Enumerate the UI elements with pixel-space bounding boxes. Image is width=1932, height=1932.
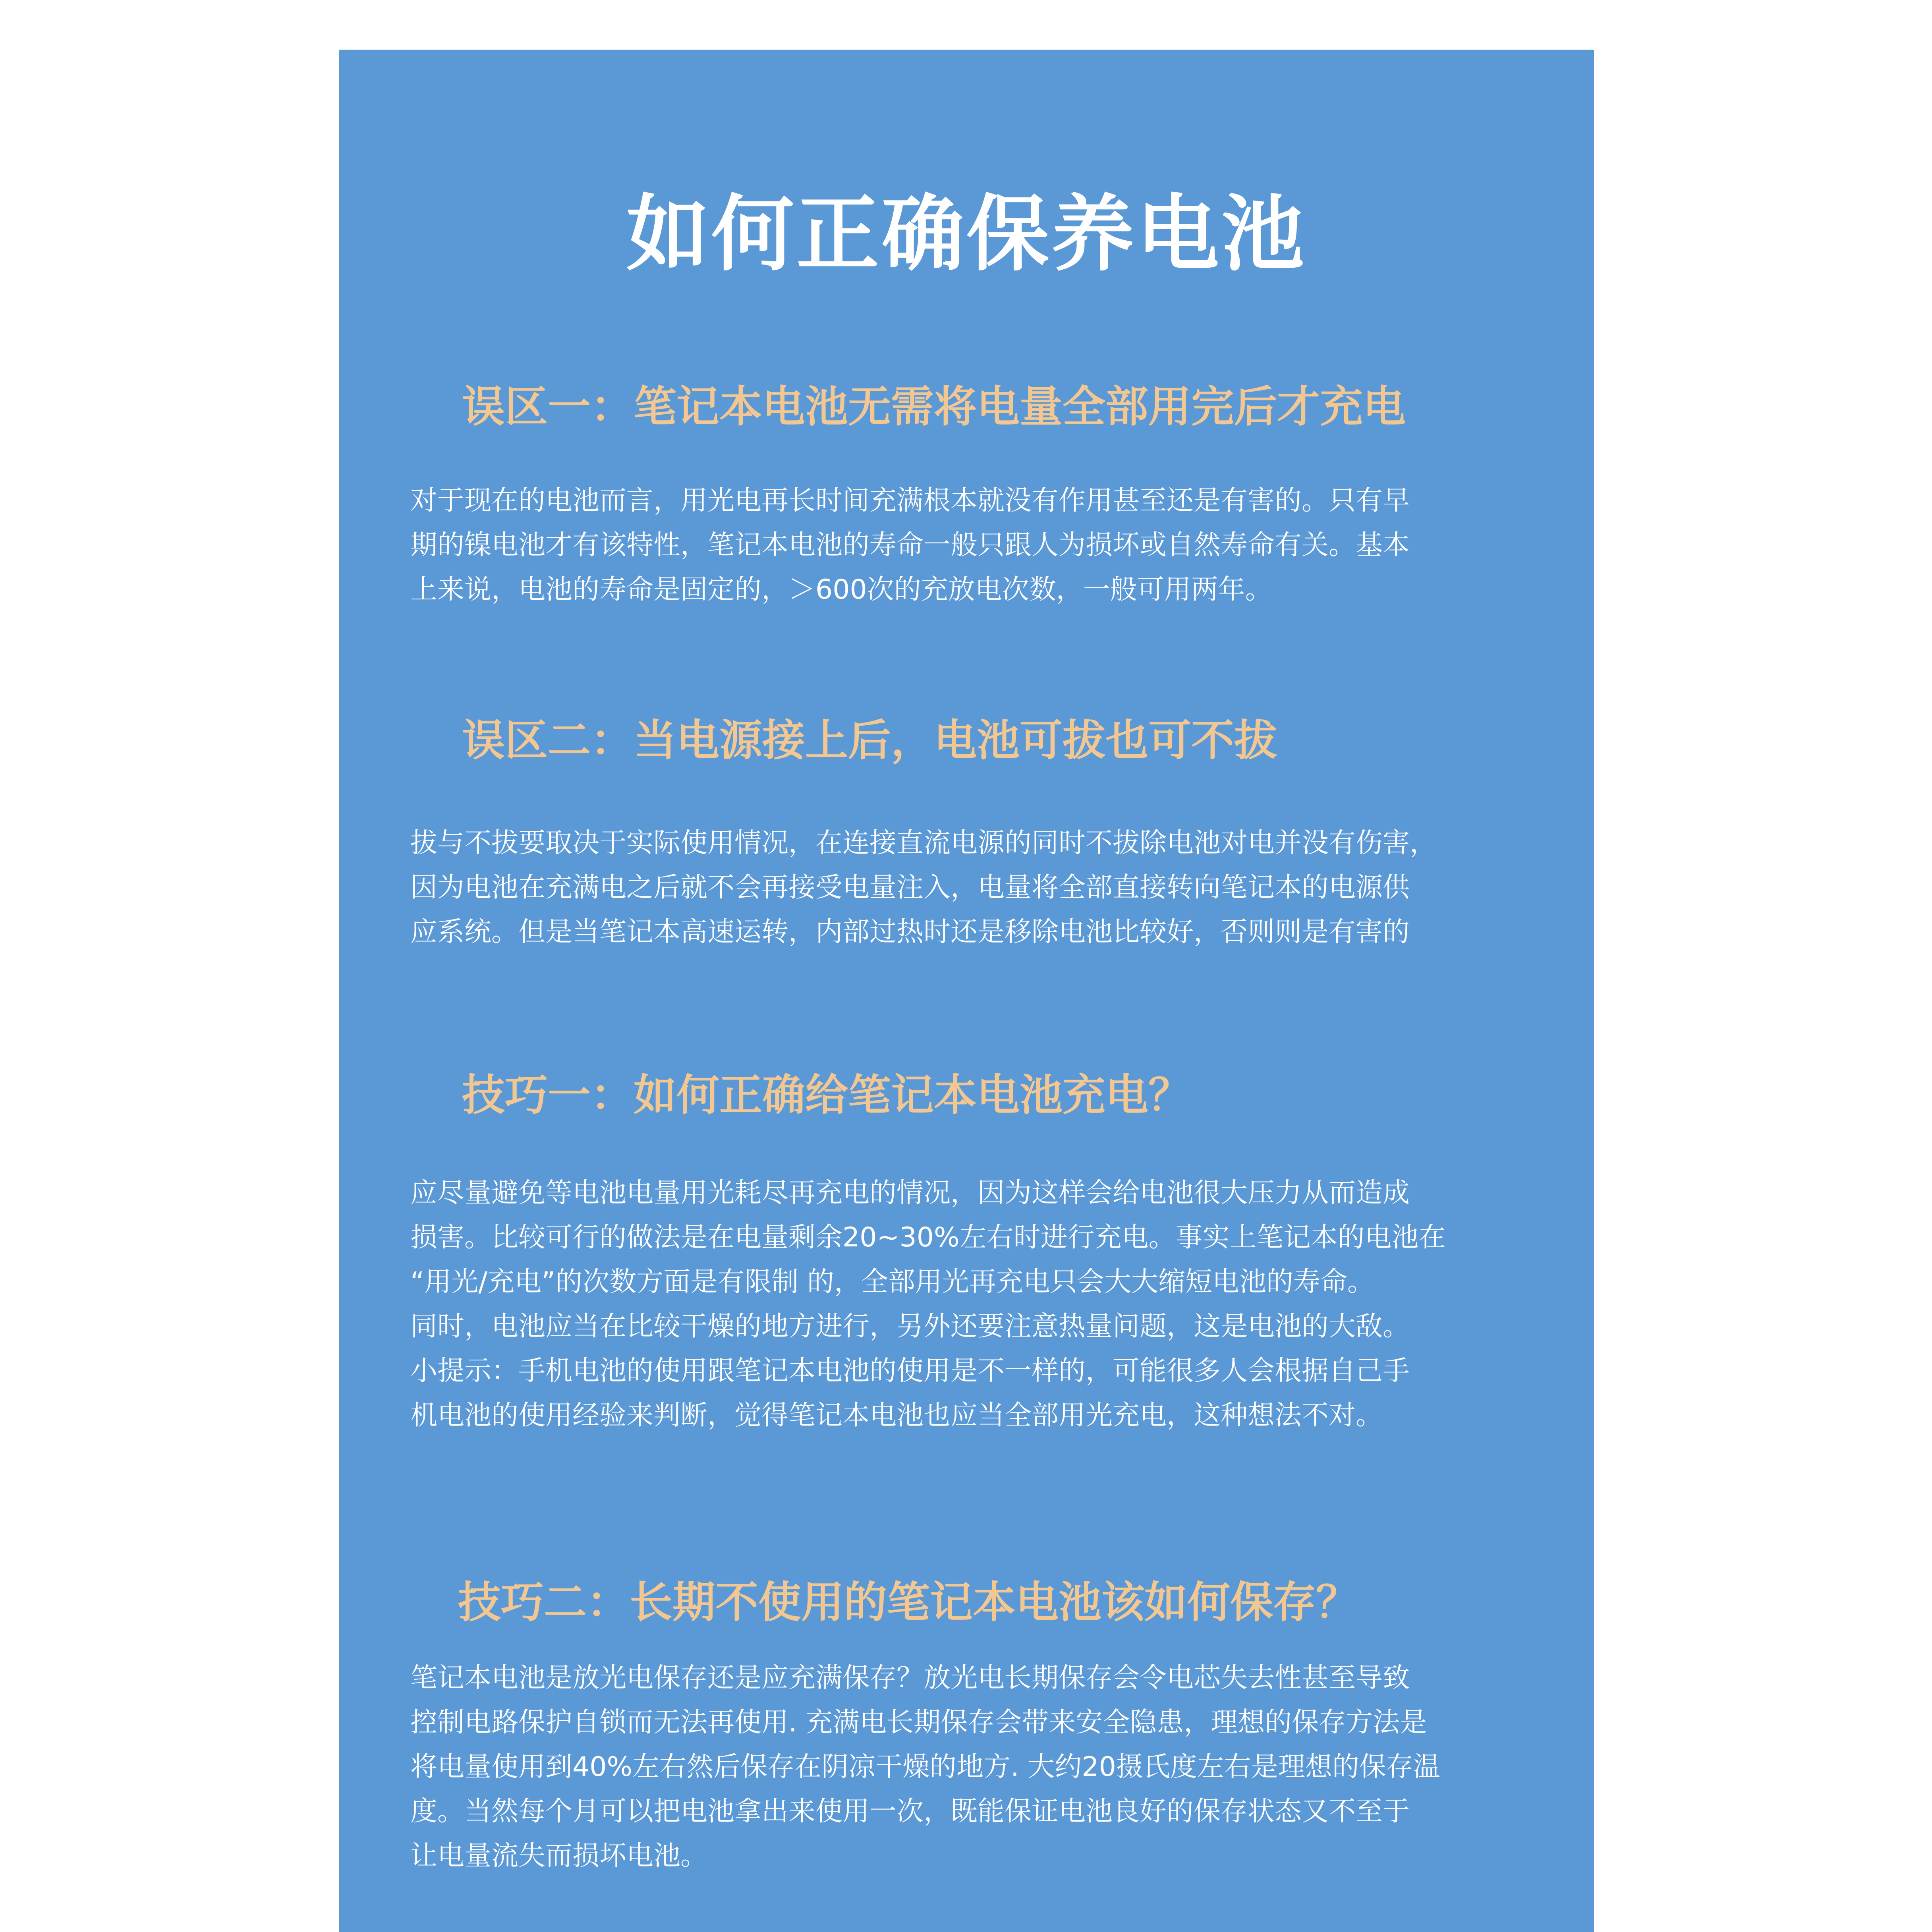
body-line: 度。当然每个月可以把电池拿出来使用一次，既能保证电池良好的保存状态又不至于 bbox=[410, 1796, 1410, 1827]
section-body-myth-1 bbox=[410, 479, 1522, 612]
body-line: 笔记本电池是放光电保存还是应充满保存？放光电长期保存会令电芯失去性甚至导致 bbox=[410, 1662, 1410, 1694]
section-heading-tip-2: 技巧二：长期不使用的笔记本电池该如何保存？ bbox=[458, 1578, 1359, 1627]
body-line: 让电量流失而损坏电池。 bbox=[410, 1840, 708, 1872]
section-body-tip-2 bbox=[410, 1656, 1522, 1878]
body-line: 应尽量避免等电池电量用光耗尽再充电的情况，因为这样会给电池很大压力从而造成 bbox=[410, 1177, 1410, 1209]
body-line: 应系统。但是当笔记本高速运转，内部过热时还是移除电池比较好，否则则是有害的 bbox=[410, 916, 1410, 948]
body-line: 上来说，电池的寿命是固定的，＞600次的充放电次数，一般可用两年。 bbox=[410, 574, 1272, 605]
body-line: 拔与不拔要取决于实际使用情况，在连接直流电源的同时不拔除电池对电并没有伤害， bbox=[410, 827, 1437, 859]
body-line: 因为电池在充满电之后就不会再接受电量注入，电量将全部直接转向笔记本的电源供 bbox=[410, 872, 1410, 903]
body-line: 同时，电池应当在比较干燥的地方进行，另外还要注意热量问题，这是电池的大敌。 bbox=[410, 1311, 1410, 1342]
page-title: 如何正确保养电池 bbox=[626, 186, 1306, 282]
content-panel bbox=[339, 50, 1594, 1932]
body-line: 损害。比较可行的做法是在电量剩余20~30%左右时进行充电。事实上笔记本的电池在 bbox=[410, 1222, 1446, 1253]
body-line: “用光/充电”的次数方面是有限制 的，全部用光再充电只会大大缩短电池的寿命。 bbox=[410, 1266, 1374, 1298]
section-body-myth-2 bbox=[410, 821, 1522, 954]
body-line: 期的镍电池才有该特性，笔记本电池的寿命一般只跟人为损坏或自然寿命有关。基本 bbox=[410, 529, 1410, 561]
body-line: 控制电路保护自锁而无法再使用. 充满电长期保存会带来安全隐患，理想的保存方法是 bbox=[410, 1707, 1427, 1738]
body-line: 小提示：手机电池的使用跟笔记本电池的使用是不一样的，可能很多人会根据自己手 bbox=[410, 1355, 1410, 1387]
section-heading-tip-1: 技巧一：如何正确给笔记本电池充电？ bbox=[462, 1070, 1192, 1120]
section-heading-myth-2: 误区二：当电源接上后，电池可拔也可不拔 bbox=[462, 716, 1277, 765]
section-body-tip-1 bbox=[410, 1171, 1522, 1438]
section-heading-myth-1: 误区一：笔记本电池无需将电量全部用完后才充电 bbox=[462, 382, 1406, 432]
body-line: 机电池的使用经验来判断，觉得笔记本电池也应当全部用光充电，这种想法不对。 bbox=[410, 1400, 1383, 1431]
body-line: 将电量使用到40%左右然后保存在阴凉干燥的地方. 大约20摄氏度左右是理想的保存温 bbox=[410, 1751, 1440, 1783]
body-line: 对于现在的电池而言，用光电再长时间充满根本就没有作用甚至还是有害的。只有早 bbox=[410, 485, 1410, 516]
